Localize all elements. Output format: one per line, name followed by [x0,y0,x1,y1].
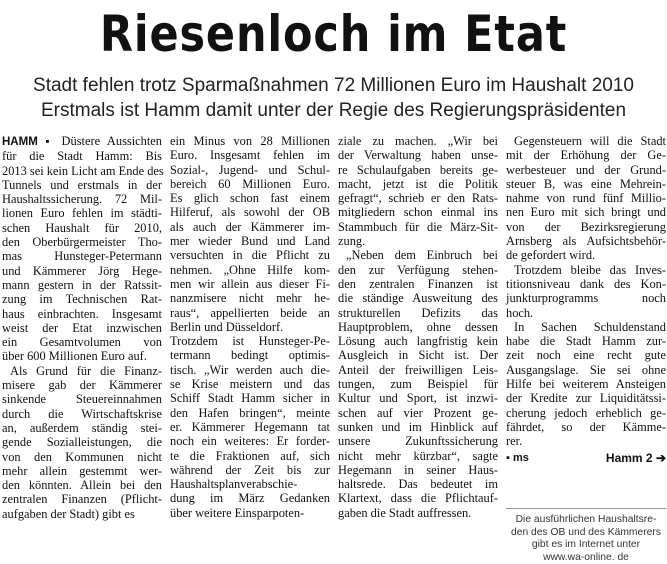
article-column-1 [2,134,164,521]
text-line: Hegemann in seiner Haus- [338,462,498,477]
text-line: schen auf vier Prozent ge- [338,405,498,420]
text-line: Ausgleich in Sicht ist. Der [338,348,498,363]
text-line: Arnsberg als Aufsichtsbehör- [506,234,666,249]
text-line: tungen, zum Beispiel für [338,377,498,392]
text-line: Schiff Stadt Hamm sicher in [170,391,330,406]
text-line: strukturellen Defizits das [338,305,498,320]
text-line: den Hafen bringen“, meinte [170,405,330,420]
text-line: macht, jetzt ist die Politik [338,176,498,191]
text-line: Hilfe bei weiterem Ansteigen [506,377,666,392]
text-line: misere gab der Kämmerer [2,378,162,393]
info-box-line[interactable]: www.wa-online. de [543,551,629,563]
text-line: während der Zeit bis zur [170,462,330,477]
text-line: Gegensteuern will die Stadt [514,134,666,148]
text-line: die ständige Ausweitung des [338,291,498,306]
text-line: bereich 60 Millionen Euro. [170,176,330,191]
continuation-link[interactable]: Hamm 2 ➔ [605,450,666,465]
text-line: fährdet, so der Kämme- [506,419,666,434]
text-line: tisch. „Wir werden auch die- [170,362,330,377]
subheadline-1: Stadt fehlen trotz Sparmaßnahmen 72 Millionen Euro im Haushalt 2010 [33,75,634,96]
text-line: Kultur und Sport, ist inzwi- [338,391,498,406]
text-line: Lösung auch langfristig kein [338,334,498,349]
text-line: werbesteuer und der Grund- [506,162,666,177]
article-column-2 [170,134,330,520]
text-line: hoch. [506,305,534,320]
text-line: schen Haushalt für 2010, [2,220,162,235]
text-line: für die Stadt Hamm: Bis [2,149,162,164]
text-line: re Schulaufgaben bereits ge- [338,162,498,177]
text-line: Es glich schon fast einem [170,191,330,206]
text-line: den zur Verfügung stehen- [338,262,498,277]
text-line: gende Sozialleistungen, die [2,435,162,450]
text-line: mitgliedern schon einmal ins [338,205,498,220]
text-line-body: Düstere Aussichten [61,134,162,148]
text-line: über 600 Millionen Euro auf. [2,349,147,364]
dateline: HAMM ▪ [2,136,62,148]
text-line: nanzmisere nicht mehr he- [170,291,330,306]
info-box-line: Die ausführlichen Haushaltsre- [515,514,657,525]
text-line: er. Kämmerer Hegemann tat [170,419,330,434]
text-line: unsere Zukunftssicherung [338,434,498,449]
text-line: Trotzdem bleibe das Inves- [514,262,666,277]
text-line: zentralen Finanzen (Pflicht- [2,492,162,507]
text-line: raus“, appellierten beide an [170,305,330,320]
text-line: weist der Etat inzwischen [2,320,162,335]
text-line: haus einbrachten. Insgesamt [2,306,162,321]
text-line: Haushaltsplanverabschie- [170,477,298,492]
text-line: Anteil der freiwilligen Leis- [338,362,498,377]
text-line: der Kredite zur Liquiditätssi- [506,391,666,406]
text-line: Euro. Insgesamt fehlen im [170,148,330,163]
text-line: Ausgangslage. Sie sei ohne [506,362,666,377]
text-line: rer. [506,434,523,449]
text-line: und Kämmerer Jörg Hege- [2,263,162,278]
text-line: gefragt“, schrieb er den Rats- [338,191,498,206]
text-line: Klartext, dass die Pflichtauf- [338,491,498,506]
text-line: zeit noch eine recht gute [506,348,666,363]
text-line: titionsniveau dank des Kon- [506,276,666,291]
text-line: Hauptproblem, ohne dessen [338,319,498,334]
text-line: se Krise meistern und das [170,377,330,392]
text-line: den könnten. Allein bei den [2,478,162,493]
text-line: nehmen. „Ohne Hilfe kom- [170,262,330,277]
text-line: junkturprogramms noch [506,291,666,306]
text-line: versuchten in die Pflicht zu [170,248,330,263]
text-line: den Oberbürgermeister Tho- [2,235,162,250]
text-line: dung im März Gedanken [170,491,330,506]
text-line: als auch der Kämmerer im- [170,219,330,234]
text-line: von der Bezirksregierung [506,219,666,234]
text-line: mit der Erhöhung der Ge- [506,148,666,163]
headline: Riesenloch im Etat [99,5,568,63]
text-line: von den Kommunen nicht [2,449,162,464]
text-line: haltsrede. Das bedeutet im [338,477,498,492]
text-line: den zentralen Finanzen ist [338,276,498,291]
info-box [506,508,666,564]
info-box-line: den des OB und des Kämmerers [511,526,661,538]
text-line: nahme von rund fünf Millio- [506,191,666,206]
text-line: gaben die Stadt auffressen. [338,505,472,520]
text-line: „Neben dem Einbruch bei [346,248,498,263]
text-line: te die Fraktionen auf, sich [170,448,330,463]
text-line: de gefordert wird. [506,248,596,263]
text-line: über weitere Einsparpoten- [170,505,305,520]
article-column-3 [338,134,498,520]
text-line: mann gestern in der Ratssit- [2,277,162,292]
text-line: zung im Technischen Rat- [2,292,162,307]
text-line: Hilferuf, als sowohl der OB [170,205,330,220]
text-line: cherung jedoch erheblich ge- [506,405,666,420]
info-box-line: gibt es im Internet unter [531,539,641,551]
text-line [2,134,162,149]
column-4-text [506,134,666,449]
text-line: Stammbuch für die März-Sit- [338,219,498,234]
text-line: an, außerdem ständig stei- [2,420,162,435]
text-line: ein Minus von 28 Millionen [170,134,330,148]
text-line: termann bedingt optimis- [170,348,330,363]
text-line: Trotzdem ist Hunsteger-Pe- [170,334,330,349]
text-line: durch die Wirtschaftskrise [2,406,162,421]
text-line: ziale zu machen. „Wir bei [338,134,498,148]
text-line: men wir allein aus dieser Fi- [170,276,330,291]
text-line: sunken und im Hinblick auf [338,419,498,434]
article-column-4 [506,134,666,563]
article-body [2,134,666,563]
text-line: Als Grund für die Finanz- [10,363,162,378]
text-line: Sozial-, Jugend- und Schul- [170,162,330,177]
text-line: mehr allein gestemmt wer- [2,463,162,478]
text-line: Tunnels und erstmals in der [2,177,162,192]
text-line: In Sachen Schuldenstand [514,319,666,334]
text-line: 2013 sei kein Licht am Ende des [2,163,164,178]
text-line: noch ein weiteres: Er forder- [170,434,330,449]
text-line: steuer B, was eine Mehrein- [506,176,666,191]
text-line: ein Gesamtvolumen von [2,335,162,350]
text-line: nen Euro mit sich bringt und [506,205,666,220]
text-line: Berlin und Düsseldorf. [170,319,284,334]
author-byline: ▪ ms [506,451,529,464]
text-line: habe die Stadt Hamm zur- [506,334,666,349]
text-line: lionen Euro fehlen im städti- [2,206,162,221]
text-line: zung. [338,234,366,249]
text-line: mer wieder Bund und Land [170,234,330,249]
article-footer [506,451,666,465]
text-line: nicht mehr kürzbar“, sagte [338,448,498,463]
subheadline-2: Erstmals ist Hamm damit unter der Regie des Regierungspräsidenten [40,100,627,121]
text-line: Haushaltssicherung. 72 Mil- [2,192,162,207]
text-line: der Verwaltung haben unse- [338,148,498,163]
text-line: aufgaben der Stadt) gibt es [2,506,135,521]
text-line: mas Hunsteger-Petermann [2,249,162,264]
text-line: sinkende Steuereinnahmen [2,392,162,407]
